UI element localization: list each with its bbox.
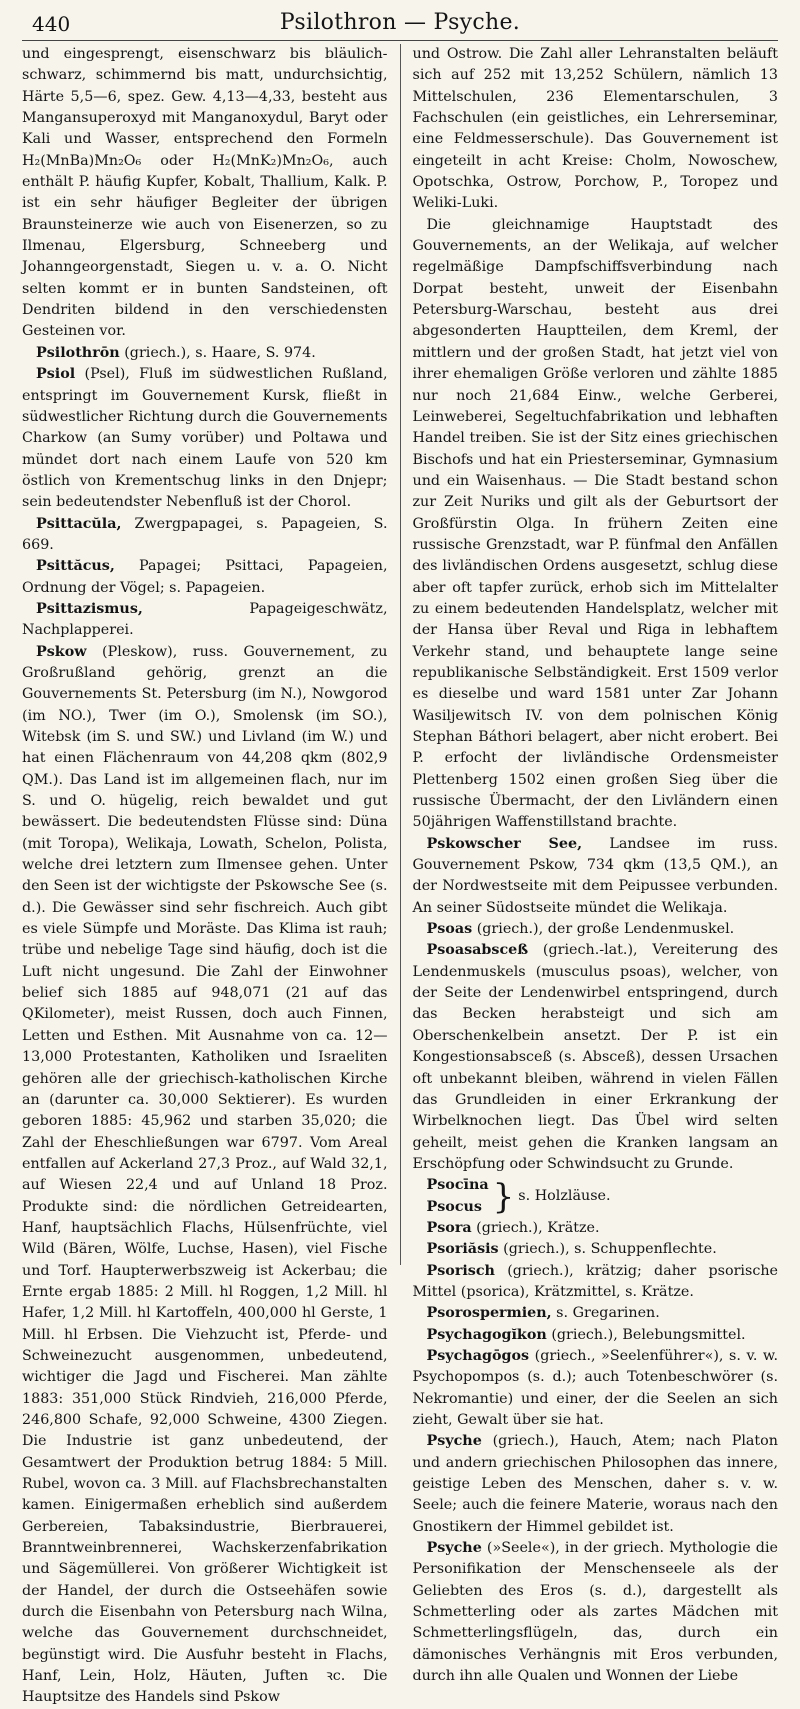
dictionary-entry: [22, 642, 388, 1709]
continued-entry-text-right: und Ostrow. Die Zahl aller Lehranstalten beläuft sich auf 252 mit 13,252 Schülern, nämlich 13 Mittelschulen, 236 Elementarschulen, 3 Fachschulen (ein geistliches, ein Lehrerseminar, eine Feldmesserschule). Das Gouvernement ist eingeteilt in acht Kreise: Cholm, Nowoschew, Opotschka, Ostrow, Porchow, P., Toropez und Weliki-Luki.: [412, 46, 778, 212]
entry-headword: Psychagogĭkon: [426, 1326, 547, 1343]
running-head: Psilothron — Psyche.: [279, 10, 521, 35]
dictionary-entry: [413, 1431, 779, 1538]
dictionary-entry: [413, 1239, 779, 1260]
entry-definition: (griech.), krätzig; daher psorische Mittel (psorica), Krätzmittel, s. Krätze.: [412, 1262, 778, 1300]
entry-definition: (griech.), s. Schuppenflechte.: [498, 1241, 717, 1258]
entry-definition: (griech.-lat.), Vereiterung des Lendenmuskels (musculus psoas), welcher, von der Seite der Lendenwirbel entspringend, durch das Becken herabsteigt und sich am Oberschenkelbein ansetzt. Der P. ist ein Kongestionsabsceß (s. Absceß), dessen Ursachen oft unbekannt bleiben, während in vielen Fällen das Grundleiden in einer Erkrankung der Wirbelknochen liegt. Das Übel wird selten geheilt, meist gehen die Kranken langsam an Erschöpfung oder Schwindsucht zu Grunde.: [412, 942, 778, 1172]
dictionary-entry: [413, 940, 779, 1175]
entry-headword: Psittăcus,: [36, 558, 115, 575]
left-column: [22, 44, 388, 1706]
bracket-headword: Psocus: [426, 1198, 482, 1215]
entry-headword: Pskow: [36, 643, 87, 660]
entry-definition: (griech.), Belebungsmittel.: [546, 1326, 746, 1343]
dictionary-entry: [22, 343, 388, 364]
entry-definition: Papagei; Psittaci, Papageien, Ordnung der Vögel; s. Papageien.: [22, 558, 388, 596]
page-number: 440: [32, 12, 71, 36]
dictionary-entry: [413, 1538, 779, 1687]
continued-entry-text: und eingesprengt, eisenschwarz bis bläulich-schwarz, schimmernd bis matt, undurchsichtig, Härte 5,5—6, spez. Gew. 4,13—4,33, besteht aus Mangansuperoxyd mit Manganoxydul, Baryt oder Kali und Wasser, entsprechend den Formeln H₂(MnBa)Mn₂O₆ oder H₂(MnK₂)Mn₂O₆, auch enthält P. häufig Kupfer, Kobalt, Thallium, Kalk. P. ist ein sehr häufiger Begleiter der übrigen Braunsteinerze wie auch von Eisenerzen, so zu Ilmenau, Elgersburg, Schneeberg und Johanngeorgenstadt, Siegen u. v. a. O. Nicht selten kommt er in bunten Sandsteinen, oft Dendriten bildend in den verschiedensten Gesteinen vor.: [22, 46, 388, 340]
entry-headword: Psyche: [426, 1540, 482, 1557]
bracket-headword: Psocīna: [426, 1177, 489, 1194]
entry-headword: Psorospermien,: [426, 1305, 552, 1322]
entry-headword: Psoriăsis: [426, 1241, 499, 1258]
bracket-entry: [427, 1175, 779, 1218]
entry-headword: Psorisch: [426, 1262, 495, 1279]
page-header: [22, 8, 778, 41]
entry-headword: Psittazismus,: [36, 600, 143, 617]
bracket-definition: s. Holzläuse.: [518, 1187, 611, 1204]
entry-definition: Papageigeschwätz, Nachplapperei.: [22, 600, 388, 639]
entry-definition: Zwergpapagei, s. Papageien, S. 669.: [22, 515, 388, 553]
entry-headword: Psyche: [426, 1433, 482, 1450]
dictionary-entry: [413, 1261, 779, 1304]
entry-definition: (griech.), Hauch, Atem; nach Platon und andern griechischen Philosophen das innere, geistige Leben des Menschen, daher s. v. w. Seele; auch die feinere Materie, woraus nach den Gnostikern der Himmel gebildet ist.: [412, 1433, 778, 1535]
entry-definition: (griech.), der große Lendenmuskel.: [472, 921, 735, 938]
entry-headword: Psoas: [426, 921, 473, 938]
dictionary-entry: [22, 556, 388, 599]
entry-headword: Psiol: [36, 366, 76, 383]
dictionary-entry: [22, 364, 388, 513]
right-entries: [413, 834, 779, 1176]
dictionary-entry: [413, 1325, 779, 1346]
dictionary-entry: [413, 1346, 779, 1431]
entry-headword: Psilothrōn: [36, 344, 120, 361]
entry-headword: Psychagōgos: [426, 1347, 530, 1364]
dictionary-entry: [22, 599, 388, 642]
entry-headword: Psora: [426, 1219, 472, 1236]
entry-definition: (Psel), Fluß im südwestlichen Rußland, entspringt im Gouvernement Kursk, fließt in südwestlicher Richtung durch die Gouvernements Charkow (an Sumy vorüber) und Poltawa und mündet dort nach einem Laufe von 520 km östlich von Krementschug links in den Dnjepr; sein bedeutendster Nebenfluß ist der Chorol.: [22, 366, 388, 511]
right-entries-2: [413, 1218, 779, 1688]
dictionary-entry: [413, 1303, 779, 1324]
entry-definition: (»Seele«), in der griech. Mythologie die Personifikation der Menschenseele als der Geliebten des Eros (s. d.), dargestellt als Schmetterling oder als zartes Mädchen mit Schmetterlingsflügeln, das, durch ein dämonisches Verhängnis mit Eros verbunden, durch ihn alle Qualen und Wonnen der Liebe: [412, 1540, 778, 1685]
dictionary-entry: [413, 919, 779, 940]
text-columns: [22, 44, 778, 1706]
entry-definition: (Pleskow), russ. Gouvernement, zu Großrußland gehörig, grenzt an die Gouvernements St. Petersburg (im N.), Nowgorod (im NO.), Twer (im O.), Smolensk (im SO.), Witebsk (im S. und SW.) und Livland (im W.) und hat einen Flächenraum von 44,208 qkm (802,9 QM.). Das Land ist im allgemeinen flach, nur im S. und O. hügelig, reich bewaldet und gut bewässert. Die bedeutendsten Flüsse sind: Düna (mit Toropa), Welikaja, Lowath, Schelon, Polista, welche drei letztern zum Ilmensee gehen. Unter den Seen ist der wichtigste der Pskowsche See (s. d.). Die Gewässer sind sehr fischreich. Auch gibt es viele Sümpfe und Moräste. Das Klima ist rauh; trübe und nebelige Tage sind häufig, doch ist die Luft nicht ungesund. Die Zahl der Einwohner belief sich 1885 auf 948,071 (21 auf das QKilometer), meist Russen, doch auch Finnen, Letten und Esthen. Mit Ausnahme von ca. 12—13,000 Protestanten, Katholiken und Israeliten gehören alle der griechisch-katholischen Kirche an (darunter ca. 30,000 Sektierer). Es wurden geboren 1885: 45,962 und starben 35,020; die Zahl der Eheschließungen war 6797. Vom Areal entfallen auf Ackerland 27,3 Proz., auf Wald 32,1, auf Wiesen 22,4 und auf Unland 18 Proz. Produkte sind: die nördlichen Getreidearten, Hanf, hauptsächlich Flachs, Hülsenfrüchte, viel Wild (Bären, Wölfe, Luchse, Hasen), viel Fische und Torf. Haupterwerbszweig ist Ackerbau; die Ernte ergab 1885: 2 Mill. hl Roggen, 1,2 Mill. hl Hafer, 1,2 Mill. hl Kartoffeln, 400,000 hl Gerste, 1 Mill. hl Erbsen. Die Viehzucht ist, Pferde- und Schweinezucht ausgenommen, unbedeutend, wichtiger die Jagd und Fischerei. Man zählte 1883: 351,000 Stück Rindvieh, 216,000 Pferde, 246,800 Schafe, 92,000 Schweine, 4300 Ziegen. Die Industrie ist ganz unbedeutend, der Gesamtwert der Produktion betrug 1884: 5 Mill. Rubel, wovon ca. 3 Mill. auf Flachsbrechanstalten kamen. Einigermaßen erheblich sind außerdem Gerbereien, Tabaksindustrie, Bierbrauerei, Branntweinbrennerei, Wachskerzenfabrikation und Sägemüllerei. Von größerer Wichtigkeit ist der Handel, der durch die Ostseehäfen sowie durch die Eisenbahn von Petersburg nach Wilna, welche das Gouvernement durchschneidet, begünstigt wird. Die Ausfuhr besteht in Flachs, Hanf, Lein, Holz, Häuten, Juften ꝛc. Die Hauptsitze des Handels sind Pskow: [22, 643, 388, 1706]
dictionary-entry: [413, 834, 779, 919]
entry-headword: Psittacŭla,: [36, 515, 122, 532]
city-paragraph: Die gleichnamige Hauptstadt des Gouvernements, an der Welikaja, auf welcher regelmäßige Dampfschiffsverbindung nach Dorpat besteht, unweit der Eisenbahn Petersburg-Warschau, besteht aus drei abgesonderten Hauptteilen, dem Kreml, der mittlern und der großen Stadt, hat jetzt viel von ihrer ehemaligen Größe verloren und zählte 1885 nur noch 21,684 Einw., welche Gerberei, Leinweberei, Segeltuchfabrikation und lebhaften Handel treiben. Sie ist der Sitz eines griechischen Bischofs und hat ein Priesterseminar, Gymnasium und ein Waisenhaus. — Die Stadt bestand schon zur Zeit Nuriks und gilt als der Geburtsort der Großfürstin Olga. In frühern Zeiten eine russische Grenzstadt, war P. fünfmal den Anfällen des livländischen Ordens ausgesetzt, schlug diese aber oft tapfer zurück, erhob sich im Mittelalter zu einem bedeutenden Handelsplatz, welcher mit der Hansa über Reval und Riga in lebhaftem Verkehr stand, und behauptete lange seine republikanische Selbständigkeit. Erst 1509 verlor es dieselbe und ward 1581 unter Zar Johann Wasiljewitsch IV. von dem polnischen König Stephan Báthori belagert, aber nicht erobert. Bei P. erfocht der livländische Ordensmeister Plettenberg 1502 einen großen Sieg über die russische Übermacht, der den Livländern einen 50jährigen Waffenstillstand brachte.: [412, 216, 778, 831]
right-column: [412, 44, 779, 1685]
entry-definition: (griech.), s. Haare, S. 974.: [119, 344, 316, 361]
dictionary-entry: [413, 1218, 779, 1239]
brace-glyph: }: [492, 1176, 515, 1217]
entry-definition: Landsee im russ. Gouvernement Pskow, 734 qkm (13,5 QM.), an der Nordwestseite mit dem Peipussee verbunden. An seiner Südostseite mündet die Welikaja.: [412, 835, 778, 916]
entry-headword: Psoasabsceß: [426, 942, 529, 959]
entry-definition: (griech., »Seelenführer«), s. v. w. Psychopompos (s. d.); auch Totenbeschwörer (s. Nekromantie) und einer, der die Seelen an sich zieht, Gewalt über sie hat.: [412, 1347, 778, 1428]
dictionary-entry: [22, 514, 388, 557]
entry-headword: Pskowscher See,: [426, 835, 583, 852]
left-entries: [22, 343, 388, 1709]
entry-definition: (griech.), Krätze.: [471, 1219, 600, 1236]
bracket-headwords: [427, 1175, 489, 1218]
entry-definition: s. Gregarinen.: [551, 1305, 660, 1322]
column-divider: [400, 44, 401, 1265]
